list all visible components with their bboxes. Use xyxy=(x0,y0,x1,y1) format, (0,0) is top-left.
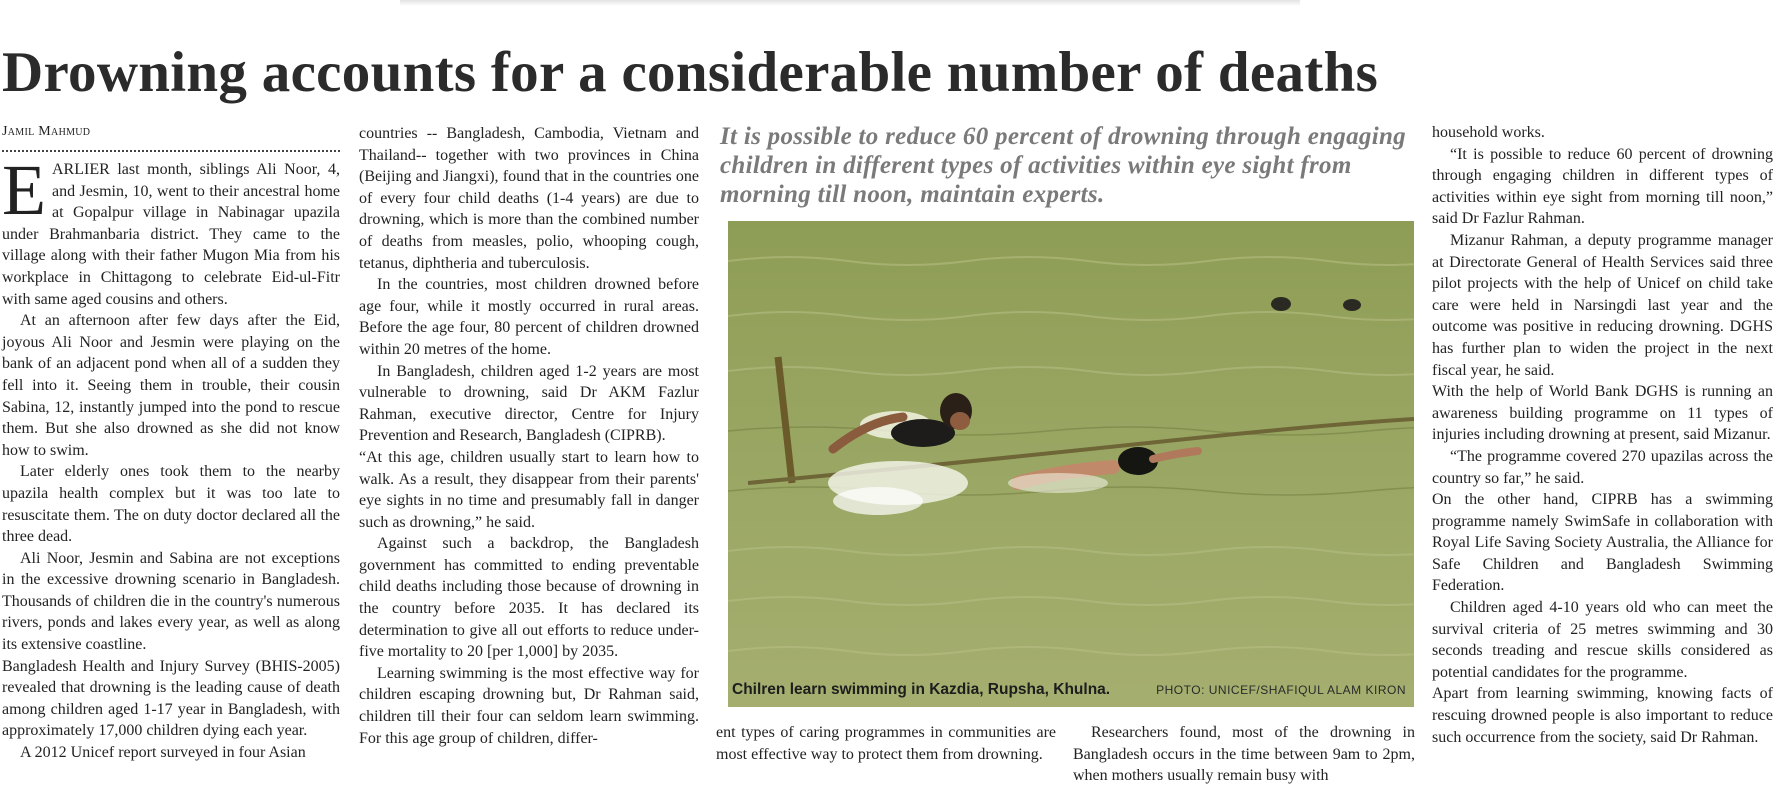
paragraph: Researchers found, most of the drowning in Bangladesh occurs in the time between 9am to 2pm, when mothers usually remain busy with xyxy=(1073,724,1415,785)
article-photo xyxy=(728,221,1414,707)
paragraph: EARLIER last month, siblings Ali Noor, 4, and Jesmin, 10, went to their ancestral home at Gopalpur village in Nabinagar upazila under Brahmanbaria district. They came to the village along with their father Mugon Mia from his workplace in Chittagong to celebrate Eid-ul-Fitr with same aged cousins and others. xyxy=(2,150,340,308)
headline: Drowning accounts for a considerable number of deaths xyxy=(2,41,1379,104)
column-5 xyxy=(1432,122,1773,748)
pull-quote: It is possible to reduce 60 percent of drowning through engaging children in different types of activities within eye sight from morning till noon, maintain experts. xyxy=(720,123,1406,208)
paragraph: Mizanur Rahman, a deputy programme manager at Directorate General of Health Services said three pilot projects with the help of Unicef on child take care were held in Narsingdi last year and the outcome was positive in reducing drowning. DGHS has further plan to widen the project in the next fiscal year, he said. xyxy=(1432,231,1773,379)
previous-article-edge xyxy=(400,0,1300,6)
paragraph: “The programme covered 270 upazilas across the country so far,” he said. xyxy=(1432,447,1773,487)
byline: Jamil Mahmud xyxy=(2,124,340,152)
paragraph: Apart from learning swimming, knowing facts of rescuing drowned people is also important to reduce such occurrence from the society, said Dr Rahman. xyxy=(1432,685,1773,746)
column-4 xyxy=(1073,722,1415,787)
paragraph: Against such a backdrop, the Bangladesh government has committed to ending preventable child deaths including those because of drowning in the country before 2035. It has declared its determination to give all out efforts to reduce under-five mortality to 20 [per 1,000] by 2035. xyxy=(359,535,699,661)
paragraph: ent types of caring programmes in communities are most effective way to protect them from drowning. xyxy=(716,724,1056,763)
paragraph: Ali Noor, Jesmin and Sabina are not exceptions in the excessive drowning scenario in Bangladesh. Thousands of children die in the country's numerous rivers, ponds and lakes every year, as well as along its extensive coastline. xyxy=(2,549,340,654)
photo-caption: Chilren learn swimming in Kazdia, Rupsha, Khulna. xyxy=(732,681,1111,698)
column-3 xyxy=(716,722,1056,765)
paragraph: In Bangladesh, children aged 1-2 years are most vulnerable to drowning, said Dr AKM Fazlur Rahman, executive director, Centre for Injury Prevention and Research, Bangladesh (CIPRB). xyxy=(359,362,699,445)
paragraph: household works. xyxy=(1432,124,1545,141)
paragraph: “At this age, children usually start to learn how to walk. As a result, they disappear from their parents' eye sights in no time and presumably fall in danger such as drowning,” he said. xyxy=(359,448,699,531)
column-2 xyxy=(359,123,699,749)
paragraph: countries -- Bangladesh, Cambodia, Vietnam and Thailand-- together with two provinces in China (Beijing and Jiangxi), found that in the countries one of every four child deaths (1-4 years) are due to drowning, which is more than the combined number of deaths from measles, polio, whooping cough, tetanus, diphtheria and tuberculosis. xyxy=(359,125,699,272)
paragraph: Learning swimming is the most effective way for children escaping drowning but, Dr Rahman said, children till their four can seldom learn swimming. For this age group of children, differ- xyxy=(359,664,699,747)
photo-credit: PHOTO: UNICEF/SHAFIQUL ALAM KIRON xyxy=(1156,683,1406,697)
paragraph: Later elderly ones took them to the nearby upazila health complex but it was too late to resuscitate them. The on duty doctor declared all the three dead. xyxy=(2,463,340,546)
swimming-children-image xyxy=(728,221,1414,707)
paragraph: Children aged 4-10 years old who can meet the survival criteria of 25 metres swimming and 30 seconds treading and rescue skills considered as potential candidates for the programme. xyxy=(1432,599,1773,681)
paragraph: With the help of World Bank DGHS is running an awareness building programme on 11 types of injuries including drowning at present, said Mizanur. xyxy=(1432,383,1773,444)
paragraph: On the other hand, CIPRB has a swimming programme namely SwimSafe in collaboration with Royal Life Saving Society Australia, the Alliance for Safe Children and Bangladesh Swimming Federation. xyxy=(1432,491,1773,595)
column-1 xyxy=(2,124,340,764)
paragraph: A 2012 Unicef report surveyed in four Asian xyxy=(20,744,306,762)
paragraph: “It is possible to reduce 60 percent of drowning through engaging children in different types of activities within eye sight from morning till noon,” said Dr Fazlur Rahman. xyxy=(1432,145,1773,228)
paragraph: Bangladesh Health and Injury Survey (BHIS-2005) revealed that drowning is the leading cause of death among children aged 1-17 year in Bangladesh, with approximately 17,000 children dying each year. xyxy=(2,657,340,740)
drop-cap: E xyxy=(2,150,46,230)
paragraph: In the countries, most children drowned before age four, while it mostly occurred in rural areas. Before the age four, 80 percent of children drowned within 20 metres of the home. xyxy=(359,276,699,358)
paragraph: At an afternoon after few days after the Eid, joyous Ali Noor and Jesmin were playing on the bank of an adjacent pond when all of a sudden they fell into it. Seeing them in trouble, their cousin Sabina, 12, instantly jumped into the pond to rescue them. But she also drowned as she did not know how to swim. xyxy=(2,312,340,459)
